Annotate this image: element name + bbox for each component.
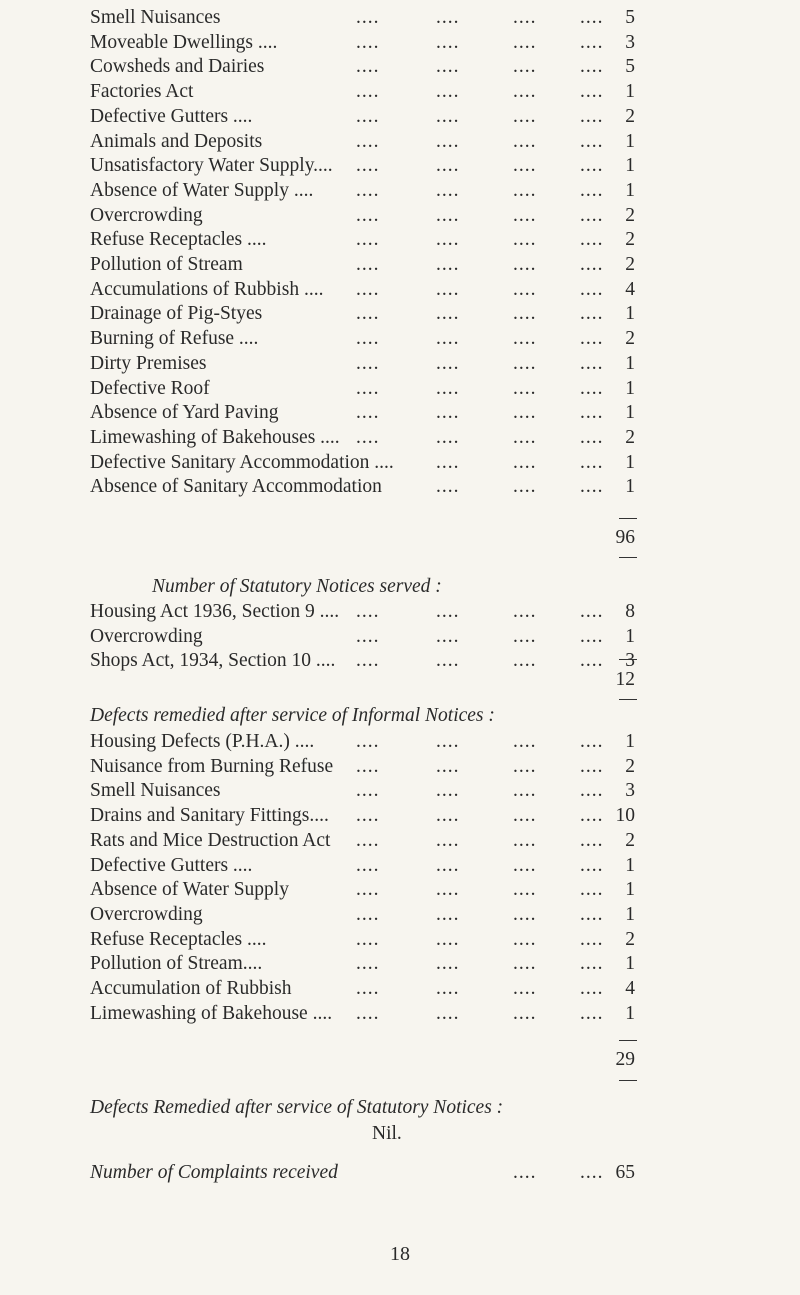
item-value: 1 xyxy=(625,352,635,374)
item-label: Overcrowding xyxy=(90,903,203,925)
item-label: Absence of Water Supply xyxy=(90,879,289,901)
list-item: Unsatisfactory Water Supply.... 1 .... .... .... .... xyxy=(0,153,800,179)
section3-total: 29 xyxy=(615,1049,635,1070)
item-value: 1 xyxy=(625,303,635,325)
item-value: 1 xyxy=(625,155,635,177)
list-item: Dirty Premises 1 .... .... .... .... xyxy=(0,351,800,377)
list-item: Housing Act 1936, Section 9 .... 8 .... .... .... .... xyxy=(0,599,800,625)
item-value: 4 xyxy=(625,978,635,999)
list-item: Pollution of Stream 2 .... .... .... .... xyxy=(0,252,800,278)
item-label: Housing Act 1936, Section 9 .... xyxy=(90,601,340,622)
item-label: Burning of Refuse .... xyxy=(90,328,259,350)
item-label: Nuisance from Burning Refuse xyxy=(90,755,334,777)
item-value: 2 xyxy=(625,254,635,275)
item-label: Overcrowding xyxy=(90,625,203,647)
item-value: 3 xyxy=(625,650,635,672)
statutory-notices-heading: Number of Statutory Notices served : xyxy=(152,576,442,597)
item-value: 2 xyxy=(625,204,635,226)
list-item: Factories Act 1 .... .... .... .... xyxy=(0,79,800,105)
complaints-row: Number of Complaints received .... .... 65 xyxy=(0,1160,800,1186)
statutory-remedied-heading: Defects Remedied after service of Statutory Notices : xyxy=(90,1097,504,1118)
item-label: Drains and Sanitary Fittings.... xyxy=(90,805,329,827)
item-label: Defective Roof xyxy=(90,377,210,399)
item-value: 1 xyxy=(625,1002,635,1024)
list-item: Burning of Refuse .... 2 .... .... .... .... xyxy=(0,326,800,352)
item-value: 8 xyxy=(625,601,635,622)
item-label: Housing Defects (P.H.A.) .... xyxy=(90,731,315,752)
item-value: 1 xyxy=(625,854,635,876)
item-label: Defective Gutters .... xyxy=(90,105,253,127)
item-label: Overcrowding xyxy=(90,204,203,226)
list-item: Limewashing of Bakehouse .... 1 .... .... .... .... xyxy=(0,1001,800,1027)
list-item: Overcrowding 2 .... .... .... .... xyxy=(0,203,800,229)
list-item: Limewashing of Bakehouses .... 2 .... .... .... .... xyxy=(0,425,800,451)
item-label: Defective Gutters .... xyxy=(90,854,253,876)
item-label: Absence of Sanitary Accommodation xyxy=(90,476,382,498)
item-value: 2 xyxy=(625,105,635,127)
item-value: 1 xyxy=(625,81,635,103)
item-value: 3 xyxy=(625,31,635,53)
item-label: Animals and Deposits xyxy=(90,130,263,152)
item-label: Cowsheds and Dairies xyxy=(90,56,265,78)
item-value: 4 xyxy=(625,278,635,300)
list-item: Rats and Mice Destruction Act 2 .... .... .... .... xyxy=(0,828,800,854)
item-label: Moveable Dwellings .... xyxy=(90,31,278,53)
list-item: Animals and Deposits 1 .... .... .... .... xyxy=(0,129,800,155)
list-item: Refuse Receptacles .... 2 .... .... .... .... xyxy=(0,927,800,953)
list-item: Defective Sanitary Accommodation .... 1 .... .... .... xyxy=(0,450,800,476)
section2-total: 12 xyxy=(615,669,635,690)
list-item: Shops Act, 1934, Section 10 .... 3 .... .... .... .... xyxy=(0,648,800,674)
list-item: Smell Nuisances 3 .... .... .... .... xyxy=(0,778,800,804)
list-item: Moveable Dwellings .... 3 .... .... .... .... xyxy=(0,30,800,56)
item-value: 1 xyxy=(625,451,635,473)
item-label: Accumulations of Rubbish .... xyxy=(90,278,324,300)
item-value: 1 xyxy=(625,377,635,399)
total-rule-top xyxy=(619,1040,637,1041)
total-rule-bottom xyxy=(619,699,637,700)
list-item: Defective Roof 1 .... .... .... .... xyxy=(0,376,800,402)
list-item: Defective Gutters .... 2 .... .... .... .... xyxy=(0,104,800,130)
item-label: Pollution of Stream.... xyxy=(90,953,263,975)
list-item: Accumulations of Rubbish .... 4 .... .... .... .... xyxy=(0,277,800,303)
list-item: Pollution of Stream.... 1 .... .... .... .... xyxy=(0,951,800,977)
item-value: 2 xyxy=(625,229,635,251)
list-item: Overcrowding 1 .... .... .... .... xyxy=(0,624,800,650)
page-number: 18 xyxy=(390,1243,410,1265)
item-label: Refuse Receptacles .... xyxy=(90,928,267,950)
item-label: Unsatisfactory Water Supply.... xyxy=(90,155,333,177)
item-label: Defective Sanitary Accommodation .... xyxy=(90,451,394,473)
list-item: Accumulation of Rubbish 4 .... .... .... .... xyxy=(0,976,800,1002)
item-value: 5 xyxy=(625,56,635,78)
item-value: 2 xyxy=(625,928,635,950)
list-item: Nuisance from Burning Refuse 2 .... .... .... .... xyxy=(0,754,800,780)
informal-notices-heading: Defects remedied after service of Informal Notices : xyxy=(90,705,495,726)
item-value: 10 xyxy=(615,805,635,827)
complaints-value: 65 xyxy=(615,1162,635,1183)
statutory-remedied-value: Nil. xyxy=(372,1123,402,1144)
item-value: 1 xyxy=(625,953,635,975)
list-item: Absence of Yard Paving 1 .... .... .... .... xyxy=(0,400,800,426)
item-label: Smell Nuisances xyxy=(90,780,221,802)
list-item: Drains and Sanitary Fittings.... 10 .... .... .... .... xyxy=(0,803,800,829)
list-item: Absence of Water Supply .... 1 .... .... .... .... xyxy=(0,178,800,204)
item-label: Pollution of Stream xyxy=(90,254,243,275)
item-label: Smell Nuisances xyxy=(90,7,221,28)
item-value: 1 xyxy=(625,731,635,752)
item-label: Factories Act xyxy=(90,81,194,103)
complaints-label: Number of Complaints received xyxy=(90,1162,338,1183)
list-item: Cowsheds and Dairies 5 .... .... .... .... xyxy=(0,54,800,80)
item-value: 2 xyxy=(625,755,635,777)
item-value: 1 xyxy=(625,879,635,901)
section1-total: 96 xyxy=(615,527,635,548)
item-label: Shops Act, 1934, Section 10 .... xyxy=(90,650,336,672)
item-label: Limewashing of Bakehouse .... xyxy=(90,1002,333,1024)
list-item: Refuse Receptacles .... 2 .... .... .... .... xyxy=(0,227,800,253)
list-item: Overcrowding 1 .... .... .... .... xyxy=(0,902,800,928)
item-value: 2 xyxy=(625,829,635,851)
item-value: 1 xyxy=(625,130,635,152)
total-rule-top xyxy=(619,518,637,519)
item-value: 1 xyxy=(625,476,635,498)
item-value: 1 xyxy=(625,402,635,424)
item-value: 1 xyxy=(625,903,635,925)
total-rule-bottom xyxy=(619,1080,637,1081)
item-value: 1 xyxy=(625,625,635,647)
total-rule-top xyxy=(619,659,637,660)
list-item: Absence of Sanitary Accommodation 1 .... .... .... xyxy=(0,474,800,500)
list-item: Smell Nuisances 5 .... .... .... .... xyxy=(0,5,800,31)
list-item: Drainage of Pig-Styes 1 .... .... .... .... xyxy=(0,301,800,327)
list-item: Defective Gutters .... 1 .... .... .... .... xyxy=(0,853,800,879)
item-label: Accumulation of Rubbish xyxy=(90,978,292,999)
item-value: 3 xyxy=(625,780,635,802)
item-value: 1 xyxy=(625,179,635,201)
item-label: Refuse Receptacles .... xyxy=(90,229,267,251)
item-label: Rats and Mice Destruction Act xyxy=(90,829,331,851)
item-value: 2 xyxy=(625,328,635,350)
list-item: Absence of Water Supply 1 .... .... .... .... xyxy=(0,877,800,903)
item-value: 2 xyxy=(625,426,635,448)
list-item: Housing Defects (P.H.A.) .... 1 .... .... .... .... xyxy=(0,729,800,755)
total-rule-bottom xyxy=(619,557,637,558)
item-label: Limewashing of Bakehouses .... xyxy=(90,426,340,448)
item-label: Absence of Water Supply .... xyxy=(90,179,314,201)
item-label: Dirty Premises xyxy=(90,352,207,374)
item-value: 5 xyxy=(625,7,635,28)
item-label: Drainage of Pig-Styes xyxy=(90,303,263,325)
item-label: Absence of Yard Paving xyxy=(90,402,279,424)
